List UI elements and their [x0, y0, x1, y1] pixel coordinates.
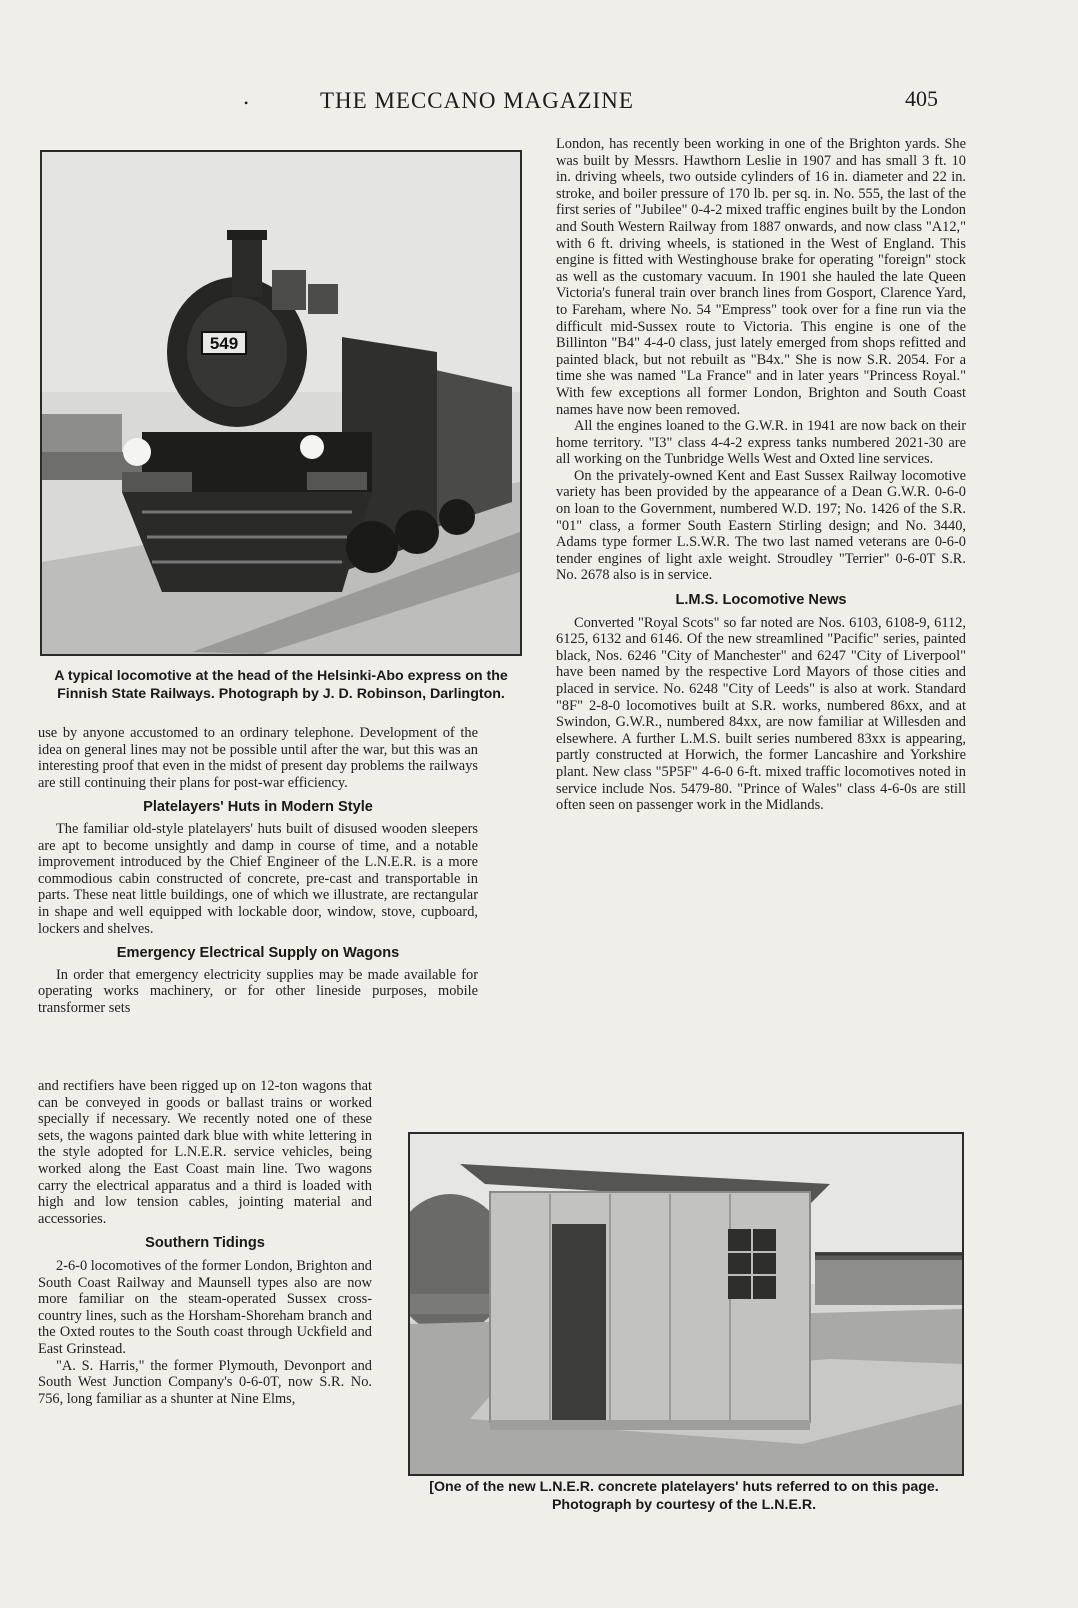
platelayers-paragraph: The familiar old-style platelayers' huts built of disused wooden sleepers are apt to become unsightly and damp in course of time, and a notable improvement introduced by the Chief Engineer of the L.N.E.R. is a more commodious cabin constructed of concrete, pre-cast and transportable in parts. These neat little buildings, one of which we illustrate, are rectangular in shape and well equipped with lockable door, window, stove, cupboard, lockers and shelves.: [38, 820, 478, 937]
section-heading-lms: L.M.S. Locomotive News: [675, 592, 847, 609]
page-number: 405: [905, 86, 938, 111]
locomotive-caption: A typical locomotive at the head of the Helsinki-Abo express on the Finnish State Railways. Photograph by J. D. Robinson, Darlington.: [54, 668, 508, 702]
emergency-continuation: and rectifiers have been rigged up on 12-ton wagons that can be conveyed in goods or ballast trains or worked specially if necessary. We recently noted one of these sets, the wagons painted dark blue with white lettering in the style adopted for L.N.E.R. service vehicles, being worked along the East Coast main line. Two wagons carry the electrical apparatus and a third is loaded with high and low tension cables, jointing material and accessories.: [38, 1078, 372, 1227]
southern-paragraph-2: "A. S. Harris," the former Plymouth, Devonport and South West Junction Company's 0-6-0T, now S.R. No. 756, long familiar as a shunter at Nine Elms,: [38, 1357, 372, 1407]
locomotive-photo: [40, 150, 522, 656]
right-column-upper: [556, 136, 966, 814]
southern-paragraph-1: 2-6-0 locomotives of the former London, Brighton and South Coast Railway and Maunsell types also are now more familiar on the steam-operated Sussex cross-country lines, such as the Horsham-Shoreham branch and the Oxted routes to the South coast through Uckfield and East Grinstead.: [38, 1257, 372, 1357]
section-heading-platelayers: Platelayers' Huts in Modern Style: [143, 799, 373, 816]
left-intro-paragraph: use by anyone accustomed to an ordinary telephone. Development of the idea on general lines may not be possible until after the war, but this was an interesting proof that even in the midst of present day problems the railways are still continuing their plans for post-war efficiency.: [38, 725, 478, 791]
left-column: [38, 725, 478, 1017]
right-paragraph-2: All the engines loaned to the G.W.R. in 1941 are now back on their home territory. "I3" class 4-4-2 express tanks numbered 2021-30 are all working on the Tunbridge Wells West and Oxted line services.: [556, 418, 966, 468]
right-paragraph-3: On the privately-owned Kent and East Sussex Railway locomotive variety has been provided by the appearance of a Dean G.W.R. 0-6-0 on loan to the Government, numbered W.D. 197; No. 1426 of the S.R. "01" class, a former South Eastern Stirling design; and No. 3440, Adams type former L.S.W.R. The two last named veterans are 0-6-0 tender engines of light axle weight. Stroudley "Terrier" 0-6-0T S.R. No. 2678 also is in service.: [556, 467, 966, 584]
hut-caption: [One of the new L.N.E.R. concrete platelayers' huts referred to on this page. Photograph by courtesy of the L.N.E.R.: [429, 1479, 939, 1513]
emergency-paragraph: In order that emergency electricity supplies may be made available for operating works machinery, or for other lineside purposes, mobile transformer sets: [38, 966, 478, 1016]
section-heading-emergency: Emergency Electrical Supply on Wagons: [116, 945, 400, 962]
header-dot: •: [244, 96, 249, 110]
number-plate: 549: [209, 334, 239, 353]
hut-photo: [408, 1132, 964, 1476]
right-paragraph-1: London, has recently been working in one of the Brighton yards. She was built by Messrs. Hawthorn Leslie in 1907 and has small 3 ft. 10 in. driving wheels, two outside cylinders of 16 in. diameter and 22 in. stroke, and boiler pressure of 170 lb. per sq. in. No. 555, the last of the first series of "Jubilee" 0-4-2 mixed traffic engines built by the London and South Western Railway from 1887 onwards, and now class "A12," with 6 ft. driving wheels, is stationed in the West of England. This engine is fitted with Westinghouse brake for operating "foreign" stock as well as the customary vacuum. In 1901 she hauled the late Queen Victoria's funeral train over branch lines from Gosport, Clarence Yard, to Fareham, where No. 54 "Empress" took over for a fine run via the difficult mid-Sussex route to Victoria. This engine is one of the Billinton "B4" 4-4-0 class, just lately emerged from shops refitted and painted black, but not rebuilt as "B4x." She is now S.R. 2054. For a time she was named "La France" and in later years "Princess Royal." With few exceptions all former London, Brighton and South Coast names have now been removed.: [556, 136, 966, 418]
magazine-title: THE MECCANO MAGAZINE: [320, 88, 634, 113]
lms-paragraph: Converted "Royal Scots" so far noted are Nos. 6103, 6108-9, 6112, 6125, 6132 and 6146. Of the new streamlined "Pacific" series, painted black, Nos. 6246 "City of Manchester" and 6247 "City of Liverpool" have been named by the respective Lord Mayors of those cities and placed in service. No. 6248 "City of Leeds" is also at work. Standard "8F" 2-8-0 locomotives built at S.R. works, numbered 86xx, and at Swindon, G.W.R., numbered 84xx, are now familiar at Willesden and elsewhere. A further L.M.S. built series numbered 83xx is appearing, partly constructed at Horwich, the former Lancashire and Yorkshire plant. New class "5P5F" 4-6-0 6-ft. mixed traffic locomotives noted in service include Nos. 5479-80. "Prince of Wales" class 4-6-0s are still often seen on passenger work in the Midlands.: [556, 614, 966, 814]
left-narrow-column: [38, 1078, 372, 1407]
section-heading-southern: Southern Tidings: [145, 1235, 265, 1252]
